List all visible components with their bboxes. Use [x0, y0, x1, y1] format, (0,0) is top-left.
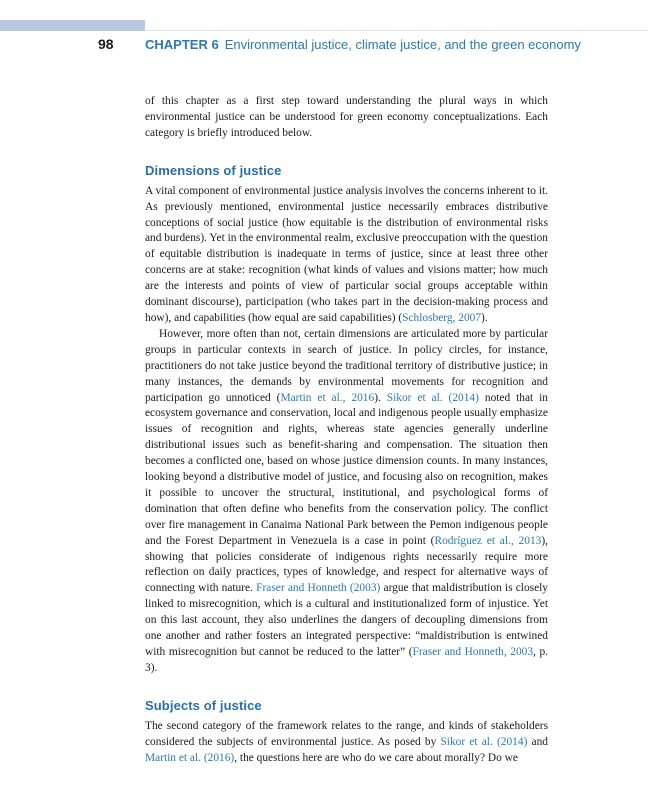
citation-link[interactable]: Martin et al., 2016 [280, 391, 375, 404]
page-body [145, 94, 548, 767]
text-run: , p. 3). [145, 646, 548, 674]
dimensions-paragraph-2 [145, 327, 548, 677]
text-run: noted that in ecosystem governance and conservation, local and indigenous people usually emphasize issues of recognition and rights, whereas state agencies generally underline distributional issues such as benefit-sharing and compensation. The situation then becomes a conflicted one, based on whose justice dimension counts. In many instances, looking beyond a distributive model of justice, and focusing also on recognition, makes it possible to uncover the structural, institutional, and psychological forms of domination that often define who benefits from the conservation policy. The conflict over fire management in Canaima National Park between the Pemon indigenous people and the Forest Department in Venezuela is a case in point ( [145, 391, 548, 547]
text-run: ). [481, 311, 488, 324]
header-rule [145, 30, 648, 31]
text-run: A vital component of environmental justice analysis involves the concerns inherent to it. As previously mentioned, environmental justice necessarily embraces distributive conceptions of social justice (how equitable is the distribution of environmental risks and burdens). Yet in the environmental realm, exclusive preoccupation with the question of equitable distribution is inadequate in terms of justice, since at least three other concerns are at stake: recognition (what kinds of values and visions matter; how much are the interests and points of view of particular social groups acceptable within dominant discourse), participation (who takes part in the decision-making process and how), and capabilities (how equal are said capabilities) ( [145, 184, 548, 324]
text-run: and [527, 735, 549, 748]
intro-paragraph: of this chapter as a first step toward understanding the plural ways in which environmental justice can be understood for green economy conceptualizations. Each category is briefly introduced below. [145, 95, 548, 139]
text-run: argue that maldistribution is closely linked to misrecognition, which is a cultural and institutionalized form of injustice. Yet on this last account, they also underlines the dangers of decoupling dimensions from one another and rather fosters an integrated perspective: “maldistribution is entwined with misrecognition but cannot be reduced to the latter” ( [145, 582, 548, 658]
citation-link[interactable]: Fraser and Honneth (2003) [256, 582, 381, 595]
text-run: ). [374, 391, 387, 404]
chapter-label: CHAPTER 6 [145, 37, 219, 52]
subjects-paragraph-1 [145, 719, 548, 767]
text-run: However, more often than not, certain dimensions are articulated more by particular groups in particular contexts in search of justice. In policy circles, for instance, practitioners do not take justice beyond the traditional territory of distributive justice; in many instances, the demands by environmental movements for recognition and participation go unnoticed ( [145, 327, 548, 404]
chapter-title: Environmental justice, climate justice, and the green economy [224, 37, 581, 52]
citation-link[interactable]: Sikor et al. (2014) [440, 735, 528, 748]
citation-link[interactable]: Rodríguez et al., 2013 [434, 534, 542, 547]
running-head [145, 37, 581, 52]
citation-link[interactable]: Sikor et al. (2014) [386, 391, 479, 404]
section-heading-dimensions: Dimensions of justice [145, 162, 282, 178]
citation-link[interactable]: Schlosberg, 2007 [402, 311, 482, 324]
text-run: ), showing that policies considerate of indigenous rights necessarily require more reflection on daily practices, types of knowledge, and respect for alternative ways of connecting with nature. [145, 534, 548, 595]
dimensions-paragraph-1 [145, 184, 548, 327]
citation-link[interactable]: Martin et al. (2016) [145, 751, 235, 764]
text-run: , the questions here are who do we care about morally? Do we [234, 751, 518, 764]
citation-link[interactable]: Fraser and Honneth, 2003 [412, 646, 534, 658]
top-accent-bar [0, 20, 145, 31]
page-number: 98 [98, 36, 114, 52]
section-heading-subjects: Subjects of justice [145, 697, 262, 713]
text-run: The second category of the framework relates to the range, and kinds of stakeholders considered the subjects of environmental justice. As posed by [145, 719, 548, 748]
